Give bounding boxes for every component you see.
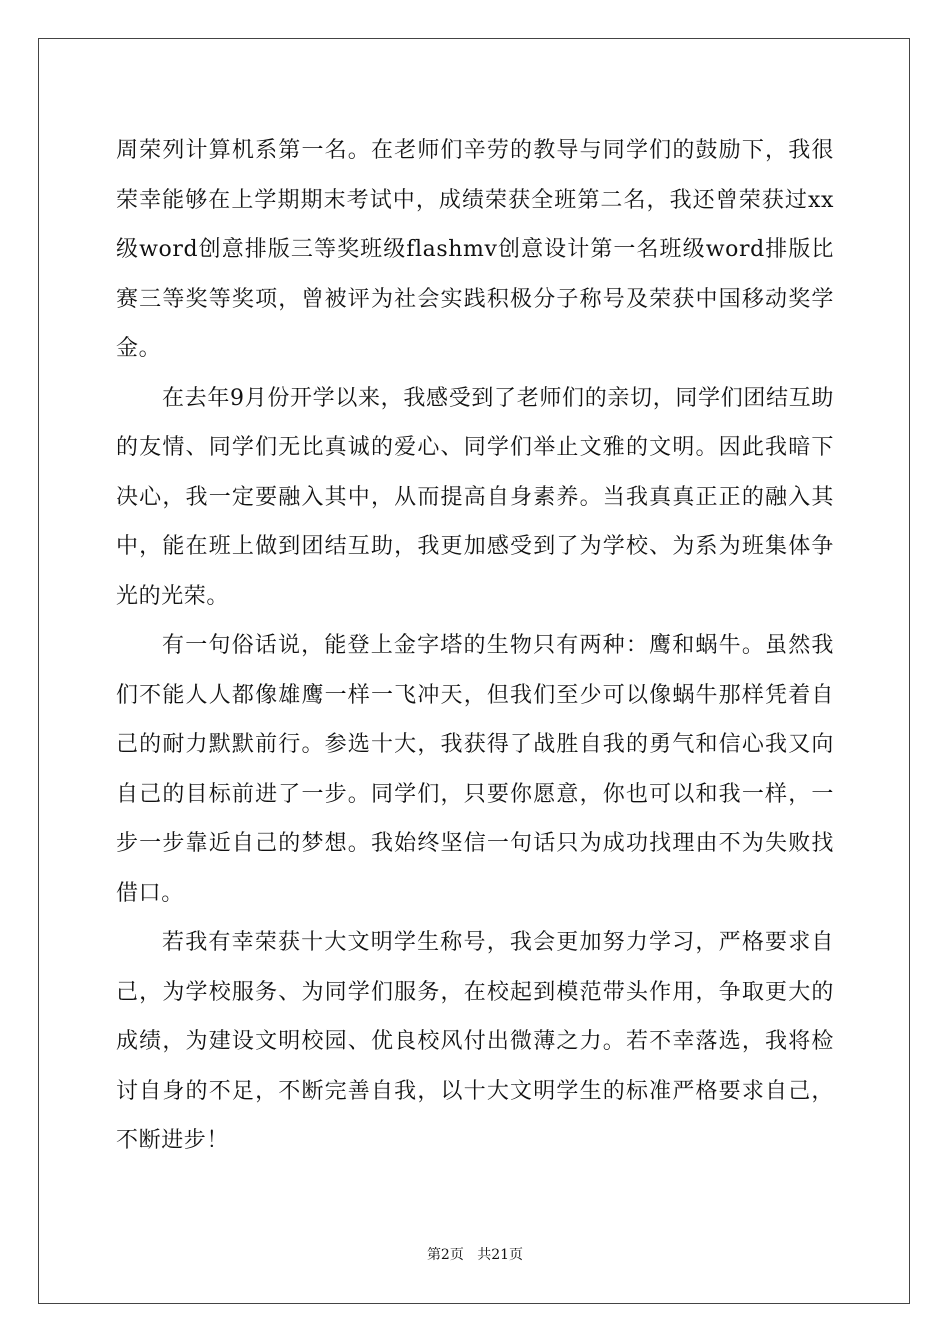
page-footer <box>0 1246 950 1264</box>
footer-separator <box>464 1247 477 1263</box>
paragraph-3: 有一句俗话说，能登上金字塔的生物只有两种：鹰和蜗牛。虽然我们不能人人都像雄鹰一样一飞冲天，但我们至少可以像蜗牛那样凭着自己的耐力默默前行。参选十大，我获得了战胜自我的勇气和信心我又向自己的目标前进了一步。同学们，只要你愿意，你也可以和我一样，一步一步靠近自己的梦想。我始终坚信一句话只为成功找理由不为失败找借口。 <box>116 633 834 906</box>
document-body <box>116 126 834 1166</box>
paragraph-2: 在去年9月份开学以来，我感受到了老师们的亲切，同学们团结互助的友情、同学们无比真诚的爱心、同学们举止文雅的文明。因此我暗下决心，我一定要融入其中，从而提高自身素养。当我真真正正的融入其中，能在班上做到团结互助，我更加感受到了为学校、为系为班集体争光的光荣。 <box>116 385 834 609</box>
paragraph-1: 周荣列计算机系第一名。在老师们辛劳的教导与同学们的鼓励下，我很荣幸能够在上学期期末考试中，成绩荣获全班第二名，我还曾荣获过xx级word创意排版三等奖班级flashmv创意设计第一名班级word排版比赛三等奖等奖项，曾被评为社会实践积极分子称号及荣获中国移动奖学金。 <box>116 138 834 361</box>
page-number: 第2页 <box>426 1247 464 1263</box>
paragraph-4: 若我有幸荣获十大文明学生称号，我会更加努力学习，严格要求自己，为学校服务、为同学们服务，在校起到模范带头作用，争取更大的成绩，为建设文明校园、优良校风付出微薄之力。若不幸落选，我将检讨自身的不足，不断完善自我，以十大文明学生的标准严格要求自己，不断进步！ <box>116 930 834 1153</box>
page-total: 共21页 <box>477 1247 524 1263</box>
